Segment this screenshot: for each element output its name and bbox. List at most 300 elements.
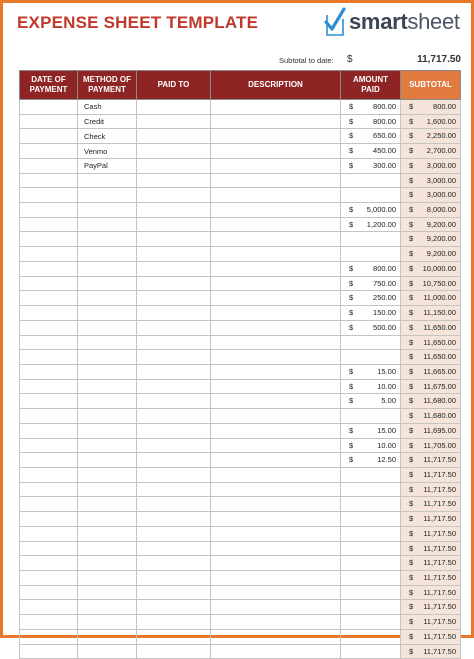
amount-cell[interactable] bbox=[341, 232, 401, 247]
subtotal-value: 9,200.00 bbox=[426, 249, 456, 259]
paid-to-cell[interactable] bbox=[137, 158, 211, 173]
subtotal-cell bbox=[401, 350, 461, 365]
method-cell[interactable]: Cash bbox=[78, 100, 137, 115]
subtotal-cell bbox=[401, 571, 461, 586]
header-paid-to: PAID TO bbox=[137, 71, 211, 100]
subtotal-value: 11,150.00 bbox=[423, 308, 456, 318]
date-cell[interactable] bbox=[20, 541, 78, 556]
date-cell[interactable] bbox=[20, 188, 78, 203]
table-row bbox=[20, 379, 461, 394]
paid-to-cell[interactable] bbox=[137, 409, 211, 424]
subtotal-cell bbox=[401, 423, 461, 438]
method-cell[interactable] bbox=[78, 379, 137, 394]
table-row bbox=[20, 526, 461, 541]
table-row bbox=[20, 129, 461, 144]
method-cell[interactable] bbox=[78, 306, 137, 321]
date-cell[interactable] bbox=[20, 217, 78, 232]
description-cell[interactable] bbox=[211, 379, 341, 394]
subtotal-currency: $ bbox=[409, 352, 414, 362]
subtotal-currency: $ bbox=[409, 175, 414, 185]
table-row bbox=[20, 629, 461, 644]
amount-cell[interactable] bbox=[341, 423, 401, 438]
amount-currency: $ bbox=[349, 160, 354, 170]
date-cell[interactable] bbox=[20, 644, 78, 659]
date-cell[interactable] bbox=[20, 306, 78, 321]
header-description: DESCRIPTION bbox=[211, 71, 341, 100]
amount-cell[interactable] bbox=[341, 173, 401, 188]
subtotal-value: 11,717.50 bbox=[423, 631, 456, 641]
date-cell[interactable] bbox=[20, 114, 78, 129]
amount-cell[interactable] bbox=[341, 453, 401, 468]
header-amount-paid: AMOUNT PAID bbox=[341, 71, 401, 100]
subtotal-cell bbox=[401, 158, 461, 173]
subtotal-cell bbox=[401, 306, 461, 321]
subtotal-currency: $ bbox=[409, 219, 414, 229]
description-cell[interactable] bbox=[211, 526, 341, 541]
method-cell[interactable] bbox=[78, 320, 137, 335]
description-cell[interactable] bbox=[211, 629, 341, 644]
paid-to-cell[interactable] bbox=[137, 585, 211, 600]
description-cell[interactable] bbox=[211, 306, 341, 321]
subtotal-cell bbox=[401, 129, 461, 144]
description-cell[interactable] bbox=[211, 482, 341, 497]
paid-to-cell[interactable] bbox=[137, 188, 211, 203]
date-cell[interactable] bbox=[20, 526, 78, 541]
method-cell[interactable] bbox=[78, 409, 137, 424]
paid-to-cell[interactable] bbox=[137, 541, 211, 556]
subtotal-value: 11,705.00 bbox=[423, 440, 456, 450]
subtotal-value: 11,717.50 bbox=[423, 617, 456, 627]
subtotal-value: 9,200.00 bbox=[426, 219, 456, 229]
paid-to-cell[interactable] bbox=[137, 203, 211, 218]
date-cell[interactable] bbox=[20, 512, 78, 527]
subtotal-cell bbox=[401, 261, 461, 276]
paid-to-cell[interactable] bbox=[137, 453, 211, 468]
method-cell[interactable]: Credit bbox=[78, 114, 137, 129]
description-cell[interactable] bbox=[211, 203, 341, 218]
date-cell[interactable] bbox=[20, 247, 78, 262]
description-cell[interactable] bbox=[211, 217, 341, 232]
amount-value: 10.00 bbox=[377, 381, 396, 391]
amount-currency: $ bbox=[349, 146, 354, 156]
subtotal-value: 11,717.50 bbox=[423, 484, 456, 494]
amount-cell[interactable] bbox=[341, 438, 401, 453]
subtotal-cell bbox=[401, 556, 461, 571]
paid-to-cell[interactable] bbox=[137, 512, 211, 527]
subtotal-cell bbox=[401, 100, 461, 115]
date-cell[interactable] bbox=[20, 320, 78, 335]
date-cell[interactable] bbox=[20, 203, 78, 218]
amount-cell[interactable] bbox=[341, 114, 401, 129]
table-row bbox=[20, 291, 461, 306]
subtotal-currency: $ bbox=[409, 278, 414, 288]
amount-currency: $ bbox=[349, 263, 354, 273]
method-cell[interactable] bbox=[78, 526, 137, 541]
paid-to-cell[interactable] bbox=[137, 114, 211, 129]
description-cell[interactable] bbox=[211, 556, 341, 571]
method-cell[interactable] bbox=[78, 423, 137, 438]
table-row bbox=[20, 335, 461, 350]
table-row bbox=[20, 306, 461, 321]
description-cell[interactable] bbox=[211, 644, 341, 659]
header-subtotal: SUBTOTAL bbox=[401, 71, 461, 100]
description-cell[interactable] bbox=[211, 276, 341, 291]
amount-currency: $ bbox=[349, 396, 354, 406]
paid-to-cell[interactable] bbox=[137, 497, 211, 512]
subtotal-currency: $ bbox=[347, 54, 353, 65]
amount-value: 450.00 bbox=[373, 146, 396, 156]
method-cell[interactable] bbox=[78, 350, 137, 365]
paid-to-cell[interactable] bbox=[137, 526, 211, 541]
paid-to-cell[interactable] bbox=[137, 100, 211, 115]
table-row bbox=[20, 394, 461, 409]
method-cell[interactable] bbox=[78, 571, 137, 586]
description-cell[interactable] bbox=[211, 512, 341, 527]
amount-cell[interactable] bbox=[341, 261, 401, 276]
paid-to-cell[interactable] bbox=[137, 364, 211, 379]
date-cell[interactable] bbox=[20, 467, 78, 482]
amount-currency: $ bbox=[349, 455, 354, 465]
subtotal-cell bbox=[401, 467, 461, 482]
table-row bbox=[20, 644, 461, 659]
amount-cell[interactable] bbox=[341, 394, 401, 409]
paid-to-cell[interactable] bbox=[137, 423, 211, 438]
amount-cell[interactable] bbox=[341, 188, 401, 203]
date-cell[interactable] bbox=[20, 364, 78, 379]
subtotal-currency: $ bbox=[409, 440, 414, 450]
table-row bbox=[20, 203, 461, 218]
amount-cell[interactable] bbox=[341, 556, 401, 571]
method-cell[interactable]: PayPal bbox=[78, 158, 137, 173]
amount-cell[interactable] bbox=[341, 512, 401, 527]
method-cell[interactable] bbox=[78, 615, 137, 630]
subtotal-value: 10,750.00 bbox=[422, 278, 456, 288]
date-cell[interactable] bbox=[20, 453, 78, 468]
paid-to-cell[interactable] bbox=[137, 291, 211, 306]
subtotal-cell bbox=[401, 585, 461, 600]
method-cell[interactable] bbox=[78, 276, 137, 291]
paid-to-cell[interactable] bbox=[137, 217, 211, 232]
method-cell[interactable] bbox=[78, 541, 137, 556]
amount-value: 12.50 bbox=[377, 455, 396, 465]
subtotal-cell bbox=[401, 541, 461, 556]
method-cell[interactable]: Check bbox=[78, 129, 137, 144]
paid-to-cell[interactable] bbox=[137, 261, 211, 276]
method-cell[interactable]: Venmo bbox=[78, 144, 137, 159]
amount-currency: $ bbox=[349, 116, 354, 126]
amount-currency: $ bbox=[349, 366, 354, 376]
description-cell[interactable] bbox=[211, 158, 341, 173]
amount-cell[interactable] bbox=[341, 526, 401, 541]
paid-to-cell[interactable] bbox=[137, 144, 211, 159]
subtotal-cell bbox=[401, 526, 461, 541]
table-row bbox=[20, 585, 461, 600]
subtotal-currency: $ bbox=[409, 617, 414, 627]
amount-cell[interactable] bbox=[341, 247, 401, 262]
paid-to-cell[interactable] bbox=[137, 350, 211, 365]
subtotal-value: 3,000.00 bbox=[426, 175, 456, 185]
method-cell[interactable] bbox=[78, 394, 137, 409]
description-cell[interactable] bbox=[211, 335, 341, 350]
method-cell[interactable] bbox=[78, 335, 137, 350]
amount-value: 250.00 bbox=[373, 293, 396, 303]
table-row bbox=[20, 467, 461, 482]
method-cell[interactable] bbox=[78, 556, 137, 571]
subtotal-cell bbox=[401, 482, 461, 497]
subtotal-cell bbox=[401, 512, 461, 527]
paid-to-cell[interactable] bbox=[137, 629, 211, 644]
method-cell[interactable] bbox=[78, 173, 137, 188]
subtotal-currency: $ bbox=[409, 514, 414, 524]
amount-cell[interactable] bbox=[341, 144, 401, 159]
date-cell[interactable] bbox=[20, 144, 78, 159]
date-cell[interactable] bbox=[20, 350, 78, 365]
paid-to-cell[interactable] bbox=[137, 276, 211, 291]
amount-value: 800.00 bbox=[373, 102, 396, 111]
subtotal-cell bbox=[401, 232, 461, 247]
subtotal-value: 1,600.00 bbox=[426, 116, 456, 126]
paid-to-cell[interactable] bbox=[137, 615, 211, 630]
amount-cell[interactable] bbox=[341, 129, 401, 144]
subtotal-cell bbox=[401, 217, 461, 232]
paid-to-cell[interactable] bbox=[137, 232, 211, 247]
amount-cell[interactable] bbox=[341, 364, 401, 379]
table-row bbox=[20, 276, 461, 291]
subtotal-cell bbox=[401, 320, 461, 335]
date-cell[interactable] bbox=[20, 379, 78, 394]
description-cell[interactable] bbox=[211, 409, 341, 424]
method-cell[interactable] bbox=[78, 467, 137, 482]
table-row bbox=[20, 615, 461, 630]
date-cell[interactable] bbox=[20, 335, 78, 350]
method-cell[interactable] bbox=[78, 438, 137, 453]
description-cell[interactable] bbox=[211, 497, 341, 512]
subtotal-value: 11,680.00 bbox=[423, 411, 456, 421]
amount-cell[interactable] bbox=[341, 497, 401, 512]
description-cell[interactable] bbox=[211, 173, 341, 188]
date-cell[interactable] bbox=[20, 100, 78, 115]
amount-value: 750.00 bbox=[373, 278, 396, 288]
method-cell[interactable] bbox=[78, 482, 137, 497]
subtotal-cell bbox=[401, 247, 461, 262]
subtotal-value: 11,717.50 bbox=[423, 543, 456, 553]
table-row bbox=[20, 497, 461, 512]
description-cell[interactable] bbox=[211, 114, 341, 129]
description-cell[interactable] bbox=[211, 600, 341, 615]
date-cell[interactable] bbox=[20, 291, 78, 306]
paid-to-cell[interactable] bbox=[137, 556, 211, 571]
method-cell[interactable] bbox=[78, 364, 137, 379]
subtotal-cell bbox=[401, 615, 461, 630]
subtotal-cell bbox=[401, 644, 461, 659]
amount-value: 300.00 bbox=[373, 160, 396, 170]
amount-cell[interactable] bbox=[341, 306, 401, 321]
amount-cell[interactable] bbox=[341, 571, 401, 586]
amount-currency: $ bbox=[349, 308, 354, 318]
amount-cell[interactable] bbox=[341, 379, 401, 394]
subtotal-currency: $ bbox=[409, 337, 414, 347]
subtotal-cell bbox=[401, 629, 461, 644]
amount-value: 800.00 bbox=[373, 263, 396, 273]
subtotal-cell bbox=[401, 453, 461, 468]
method-cell[interactable] bbox=[78, 512, 137, 527]
amount-cell[interactable] bbox=[341, 585, 401, 600]
paid-to-cell[interactable] bbox=[137, 394, 211, 409]
description-cell[interactable] bbox=[211, 291, 341, 306]
table-row bbox=[20, 217, 461, 232]
method-cell[interactable] bbox=[78, 644, 137, 659]
date-cell[interactable] bbox=[20, 629, 78, 644]
date-cell[interactable] bbox=[20, 556, 78, 571]
amount-cell[interactable] bbox=[341, 217, 401, 232]
date-cell[interactable] bbox=[20, 571, 78, 586]
description-cell[interactable] bbox=[211, 394, 341, 409]
table-row bbox=[20, 188, 461, 203]
method-cell[interactable] bbox=[78, 585, 137, 600]
amount-cell[interactable] bbox=[341, 482, 401, 497]
description-cell[interactable] bbox=[211, 615, 341, 630]
amount-cell[interactable] bbox=[341, 409, 401, 424]
date-cell[interactable] bbox=[20, 261, 78, 276]
table-row bbox=[20, 482, 461, 497]
date-cell[interactable] bbox=[20, 600, 78, 615]
description-cell[interactable] bbox=[211, 453, 341, 468]
description-cell[interactable] bbox=[211, 188, 341, 203]
method-cell[interactable] bbox=[78, 497, 137, 512]
method-cell[interactable] bbox=[78, 453, 137, 468]
paid-to-cell[interactable] bbox=[137, 482, 211, 497]
subtotal-value: 10,000.00 bbox=[422, 263, 456, 273]
method-cell[interactable] bbox=[78, 188, 137, 203]
method-cell[interactable] bbox=[78, 629, 137, 644]
paid-to-cell[interactable] bbox=[137, 306, 211, 321]
date-cell[interactable] bbox=[20, 497, 78, 512]
description-cell[interactable] bbox=[211, 261, 341, 276]
description-cell[interactable] bbox=[211, 129, 341, 144]
amount-cell[interactable] bbox=[341, 467, 401, 482]
description-cell[interactable] bbox=[211, 541, 341, 556]
paid-to-cell[interactable] bbox=[137, 129, 211, 144]
amount-cell[interactable] bbox=[341, 600, 401, 615]
sheet-title: EXPENSE SHEET TEMPLATE bbox=[17, 13, 259, 32]
paid-to-cell[interactable] bbox=[137, 320, 211, 335]
description-cell[interactable] bbox=[211, 467, 341, 482]
amount-value: 5,000.00 bbox=[366, 205, 396, 215]
table-row bbox=[20, 438, 461, 453]
description-cell[interactable] bbox=[211, 247, 341, 262]
paid-to-cell[interactable] bbox=[137, 571, 211, 586]
date-cell[interactable] bbox=[20, 585, 78, 600]
description-cell[interactable] bbox=[211, 364, 341, 379]
amount-cell[interactable] bbox=[341, 100, 401, 115]
amount-currency: $ bbox=[349, 425, 354, 435]
header-date-of-payment: DATE OF PAYMENT bbox=[20, 71, 78, 100]
amount-cell[interactable] bbox=[341, 350, 401, 365]
amount-cell[interactable] bbox=[341, 629, 401, 644]
amount-cell[interactable] bbox=[341, 541, 401, 556]
date-cell[interactable] bbox=[20, 423, 78, 438]
method-cell[interactable] bbox=[78, 291, 137, 306]
subtotal-value: 11,650.00 bbox=[423, 322, 456, 332]
description-cell[interactable] bbox=[211, 423, 341, 438]
method-cell[interactable] bbox=[78, 261, 137, 276]
date-cell[interactable] bbox=[20, 438, 78, 453]
subtotal-cell bbox=[401, 394, 461, 409]
subtotal-currency: $ bbox=[409, 293, 414, 303]
paid-to-cell[interactable] bbox=[137, 644, 211, 659]
description-cell[interactable] bbox=[211, 144, 341, 159]
paid-to-cell[interactable] bbox=[137, 438, 211, 453]
description-cell[interactable] bbox=[211, 320, 341, 335]
subtotal-cell bbox=[401, 173, 461, 188]
subtotal-value: 11,717.50 bbox=[423, 587, 456, 597]
subtotal-value: 11,717.50 bbox=[423, 514, 456, 524]
paid-to-cell[interactable] bbox=[137, 600, 211, 615]
method-cell[interactable] bbox=[78, 203, 137, 218]
amount-cell[interactable] bbox=[341, 276, 401, 291]
amount-cell[interactable] bbox=[341, 644, 401, 659]
subtotal-value: 11,717.50 bbox=[423, 602, 456, 612]
amount-cell[interactable] bbox=[341, 203, 401, 218]
date-cell[interactable] bbox=[20, 158, 78, 173]
method-cell[interactable] bbox=[78, 247, 137, 262]
table-row bbox=[20, 158, 461, 173]
paid-to-cell[interactable] bbox=[137, 173, 211, 188]
table-row bbox=[20, 364, 461, 379]
description-cell[interactable] bbox=[211, 438, 341, 453]
amount-cell[interactable] bbox=[341, 291, 401, 306]
table-row bbox=[20, 541, 461, 556]
paid-to-cell[interactable] bbox=[137, 467, 211, 482]
description-cell[interactable] bbox=[211, 350, 341, 365]
date-cell[interactable] bbox=[20, 482, 78, 497]
subtotal-currency: $ bbox=[409, 425, 414, 435]
amount-cell[interactable] bbox=[341, 615, 401, 630]
description-cell[interactable] bbox=[211, 571, 341, 586]
subtotal-to-date-label: Subtotal to date: bbox=[279, 56, 334, 65]
method-cell[interactable] bbox=[78, 217, 137, 232]
table-row bbox=[20, 261, 461, 276]
amount-currency: $ bbox=[349, 293, 354, 303]
paid-to-cell[interactable] bbox=[137, 379, 211, 394]
date-cell[interactable] bbox=[20, 129, 78, 144]
subtotal-currency: $ bbox=[409, 263, 414, 273]
checkmark-logo-icon bbox=[323, 7, 347, 37]
method-cell[interactable] bbox=[78, 600, 137, 615]
description-cell[interactable] bbox=[211, 585, 341, 600]
method-cell[interactable] bbox=[78, 232, 137, 247]
date-cell[interactable] bbox=[20, 409, 78, 424]
amount-cell[interactable] bbox=[341, 320, 401, 335]
description-cell[interactable] bbox=[211, 100, 341, 115]
date-cell[interactable] bbox=[20, 276, 78, 291]
subtotal-cell bbox=[401, 364, 461, 379]
subtotal-currency: $ bbox=[409, 234, 414, 244]
amount-cell[interactable] bbox=[341, 335, 401, 350]
paid-to-cell[interactable] bbox=[137, 335, 211, 350]
paid-to-cell[interactable] bbox=[137, 247, 211, 262]
date-cell[interactable] bbox=[20, 394, 78, 409]
description-cell[interactable] bbox=[211, 232, 341, 247]
amount-value: 1,200.00 bbox=[366, 219, 396, 229]
amount-value: 15.00 bbox=[377, 425, 396, 435]
date-cell[interactable] bbox=[20, 615, 78, 630]
date-cell[interactable] bbox=[20, 232, 78, 247]
amount-cell[interactable] bbox=[341, 158, 401, 173]
date-cell[interactable] bbox=[20, 173, 78, 188]
subtotal-currency: $ bbox=[409, 602, 414, 612]
amount-value: 800.00 bbox=[373, 116, 396, 126]
